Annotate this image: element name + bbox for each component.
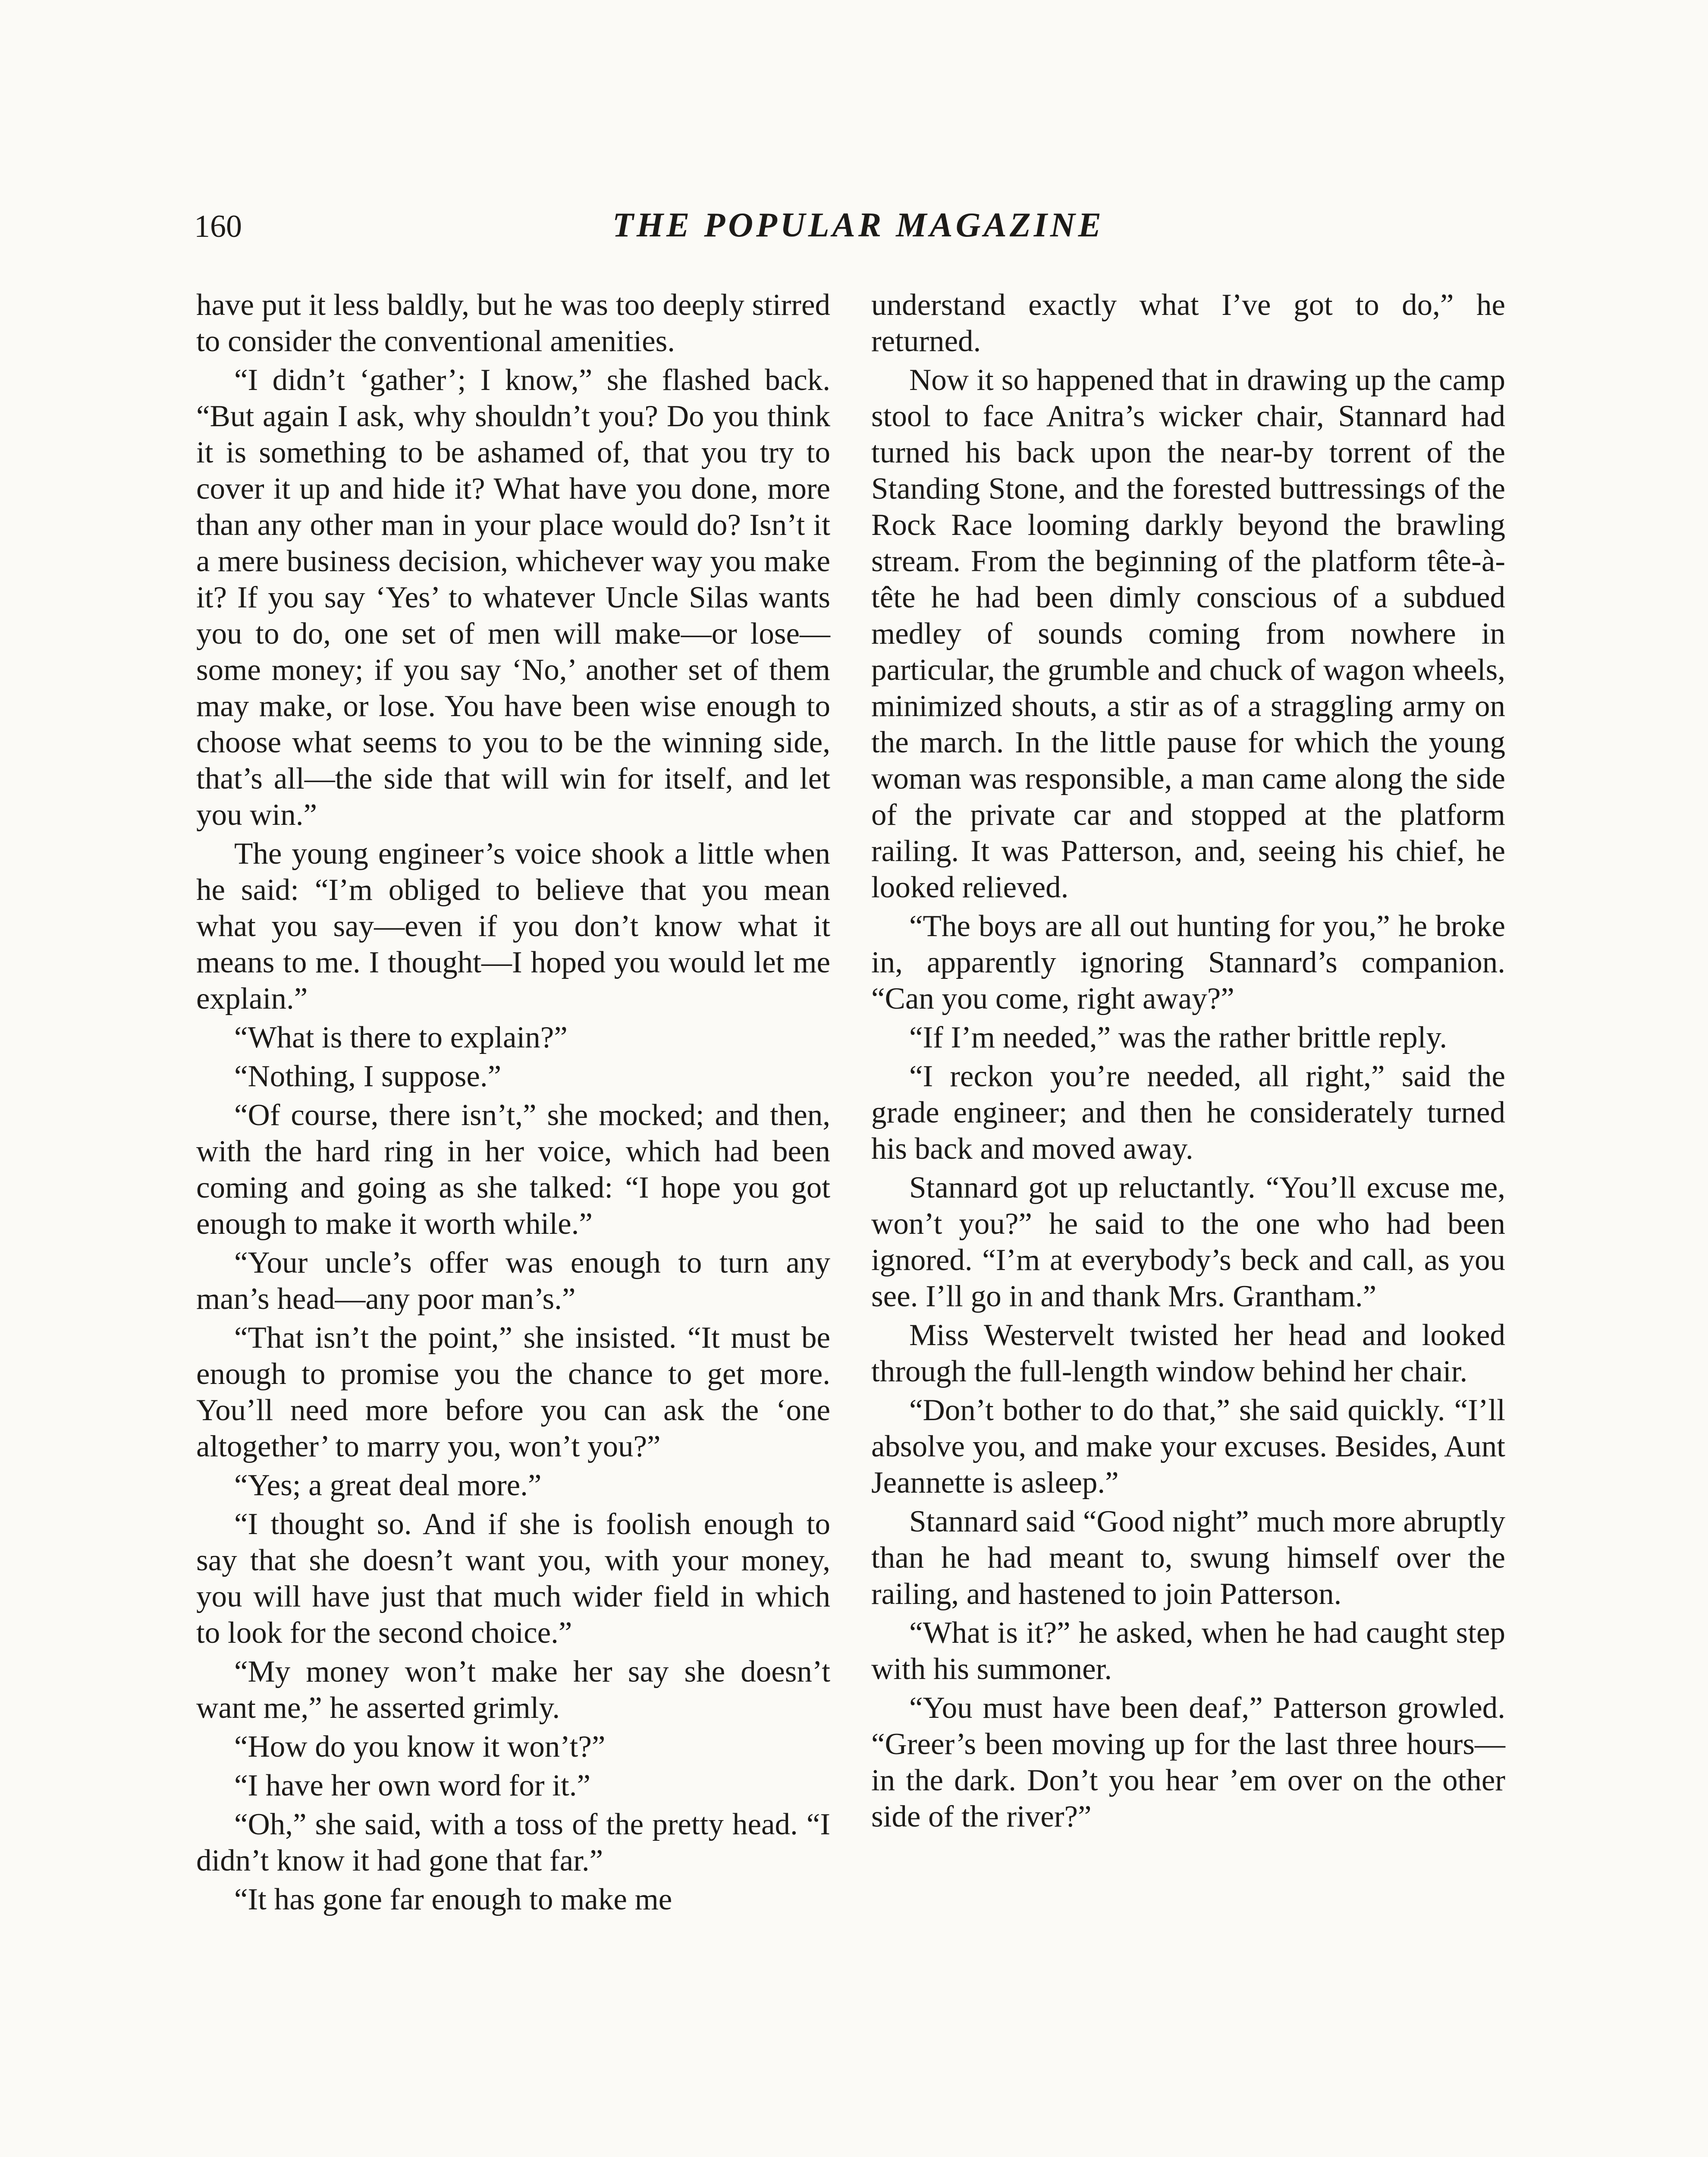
right-column xyxy=(871,287,1505,1837)
paragraph: “If I’m needed,” was the rather brittle reply. xyxy=(909,1021,1447,1054)
paragraph: “My money won’t make her say she doesn’t want me,” he asserted grimly. xyxy=(196,1655,830,1725)
paragraph: “I thought so. And if she is foolish enough to say that she doesn’t want you, with your money, you will have just that much wider field in which to look for the second choice.” xyxy=(196,1507,830,1650)
paragraph: “It has gone far enough to make me xyxy=(234,1883,672,1916)
paragraph: Stannard said “Good night” much more abruptly than he had meant to, swung himself over the railing, and hastened to join Patterson. xyxy=(871,1505,1505,1611)
paragraph: “Don’t bother to do that,” she said quickly. “I’ll absolve you, and make your excuses. Besides, Aunt Jeannette is asleep.” xyxy=(871,1393,1505,1500)
left-column xyxy=(196,287,830,1920)
paragraph: Stannard got up reluctantly. “You’ll excuse me, won’t you?” he said to the one who had been ignored. “I’m at everybody’s beck and call, as you see. I’ll go in and thank Mrs. Grantham.” xyxy=(871,1171,1505,1313)
paragraph: Now it so happened that in drawing up the camp stool to face Anitra’s wicker chair, Stannard had turned his back upon the near-by torrent of the Standing Stone, and the forested buttressings of the Rock Race looming darkly beyond the brawling stream. From the beginning of the platform tête-à-tête he had been dimly conscious of a subdued medley of sounds coming from nowhere in particular, the grumble and chuck of wagon wheels, minimized shouts, a stir as of a straggling army on the march. In the little pause for which the young woman was responsible, a man came along the side of the private car and stopped at the platform railing. It was Patterson, and, seeing his chief, he looked relieved. xyxy=(871,363,1505,904)
paragraph: “That isn’t the point,” she insisted. “It must be enough to promise you the chance to get more. You’ll need more before you can ask the ‘one altogether’ to marry you, won’t you?” xyxy=(196,1321,830,1463)
paragraph: “What is it?” he asked, when he had caught step with his summoner. xyxy=(871,1616,1505,1686)
paragraph: Miss Westervelt twisted her head and looked through the full-length window behind her chair. xyxy=(871,1318,1505,1388)
paragraph: “You must have been deaf,” Patterson growled. “Greer’s been moving up for the last three hours—in the dark. Don’t you hear ’em over on the other side of the river?” xyxy=(871,1691,1505,1833)
paragraph: “I didn’t ‘gather’; I know,” she flashed back. “But again I ask, why shouldn’t you? Do you think it is something to be ashamed of, that you try to cover it up and hide it? What have you done, more than any other man in your place would do? Isn’t it a mere business decision, whichever way you make it? If you say ‘Yes’ to whatever Uncle Silas wants you to do, one set of men will make—or lose—some money; if you say ‘No,’ another set of them may make, or lose. You have been wise enough to choose what seems to you to be the winning side, that’s all—the side that will win for itself, and let you win.” xyxy=(196,363,830,832)
page-number: 160 xyxy=(194,209,242,244)
paragraph: “Of course, there isn’t,” she mocked; and then, with the hard ring in her voice, which had been coming and going as she talked: “I hope you got enough to make it worth while.” xyxy=(196,1098,830,1241)
paragraph: “The boys are all out hunting for you,” he broke in, apparently ignoring Stannard’s companion. “Can you come, right away?” xyxy=(871,909,1505,1016)
running-head: THE POPULAR MAGAZINE xyxy=(612,206,1105,244)
paragraph: “Yes; a great deal more.” xyxy=(234,1468,542,1502)
paragraph: “How do you know it won’t?” xyxy=(234,1730,606,1764)
paragraph: “Your uncle’s offer was enough to turn any man’s head—any poor man’s.” xyxy=(196,1246,830,1316)
paragraph: The young engineer’s voice shook a little when he said: “I’m obliged to believe that you mean what you say—even if you don’t know what it means to me. I thought—I hoped you would let me explain.” xyxy=(196,837,830,1016)
paragraph: “I reckon you’re needed, all right,” said the grade engineer; and then he considerately turned his back and moved away. xyxy=(871,1060,1505,1166)
paragraph: “I have her own word for it.” xyxy=(234,1769,591,1802)
paragraph: have put it less baldly, but he was too deeply stirred to consider the conventional amenities. xyxy=(196,288,830,358)
paragraph: “Oh,” she said, with a toss of the pretty head. “I didn’t know it had gone that far.” xyxy=(196,1808,830,1877)
paragraph: “Nothing, I suppose.” xyxy=(234,1060,502,1093)
paragraph: “What is there to explain?” xyxy=(234,1021,568,1054)
paragraph: understand exactly what I’ve got to do,” he returned. xyxy=(871,288,1505,358)
